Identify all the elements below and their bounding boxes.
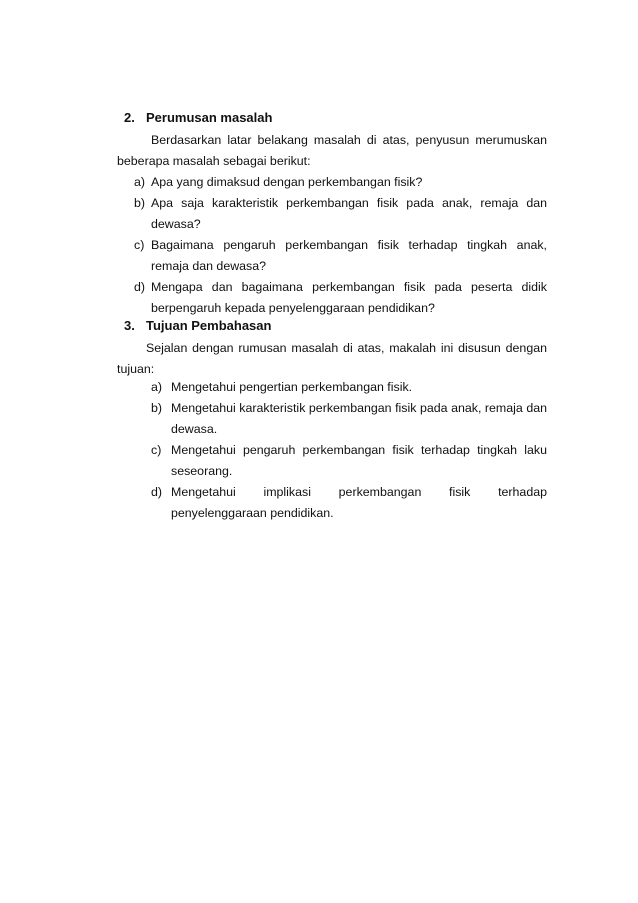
list-item-marker: a): [134, 175, 146, 189]
list-item-marker: b): [134, 196, 146, 210]
section-2-heading: [124, 110, 272, 125]
list-item-marker: a): [151, 380, 163, 394]
section-3-number: 3.: [124, 318, 135, 333]
list-item-text: Apa yang dimaksud dengan perkembangan fisik?: [151, 175, 423, 189]
list-item: [151, 398, 547, 440]
section-2-list: [134, 172, 547, 319]
list-item: [151, 377, 547, 398]
list-item: [134, 193, 547, 235]
list-item: [134, 235, 547, 277]
list-item: [151, 440, 547, 482]
section-3-intro: Sejalan dengan rumusan masalah di atas, makalah ini disusun dengan tujuan:: [117, 341, 547, 376]
list-item-marker: d): [151, 485, 163, 499]
section-3-list: [151, 377, 547, 524]
list-item-text: Mengetahui pengaruh perkembangan fisik terhadap tingkah laku seseorang.: [171, 443, 547, 478]
list-item-text: Mengetahui karakteristik perkembangan fisik pada anak, remaja dan dewasa.: [171, 401, 547, 436]
list-item-text: Apa saja karakteristik perkembangan fisik pada anak, remaja dan dewasa?: [151, 196, 547, 231]
list-item-marker: c): [151, 443, 162, 457]
list-item: [134, 172, 547, 193]
list-item: [134, 277, 547, 319]
list-item-text: Mengetahui implikasi perkembangan fisik terhadap penyelenggaraan pendidikan.: [171, 485, 547, 520]
section-3-heading: [124, 318, 271, 333]
section-2-number: 2.: [124, 110, 135, 125]
list-item: [151, 482, 547, 524]
list-item-marker: d): [134, 280, 146, 294]
list-item-text: Bagaimana pengaruh perkembangan fisik terhadap tingkah anak, remaja dan dewasa?: [151, 238, 547, 273]
list-item-text: Mengetahui pengertian perkembangan fisik.: [171, 380, 413, 394]
list-item-text: Mengapa dan bagaimana perkembangan fisik pada peserta didik berpengaruh kepada penyelenggaraan pendidikan?: [151, 280, 547, 315]
list-item-marker: b): [151, 401, 163, 415]
section-2-intro: Berdasarkan latar belakang masalah di atas, penyusun merumuskan beberapa masalah sebagai berikut:: [117, 133, 547, 168]
section-2-title: Perumusan masalah: [146, 110, 273, 125]
list-item-marker: c): [134, 238, 145, 252]
section-3-title: Tujuan Pembahasan: [146, 318, 272, 333]
